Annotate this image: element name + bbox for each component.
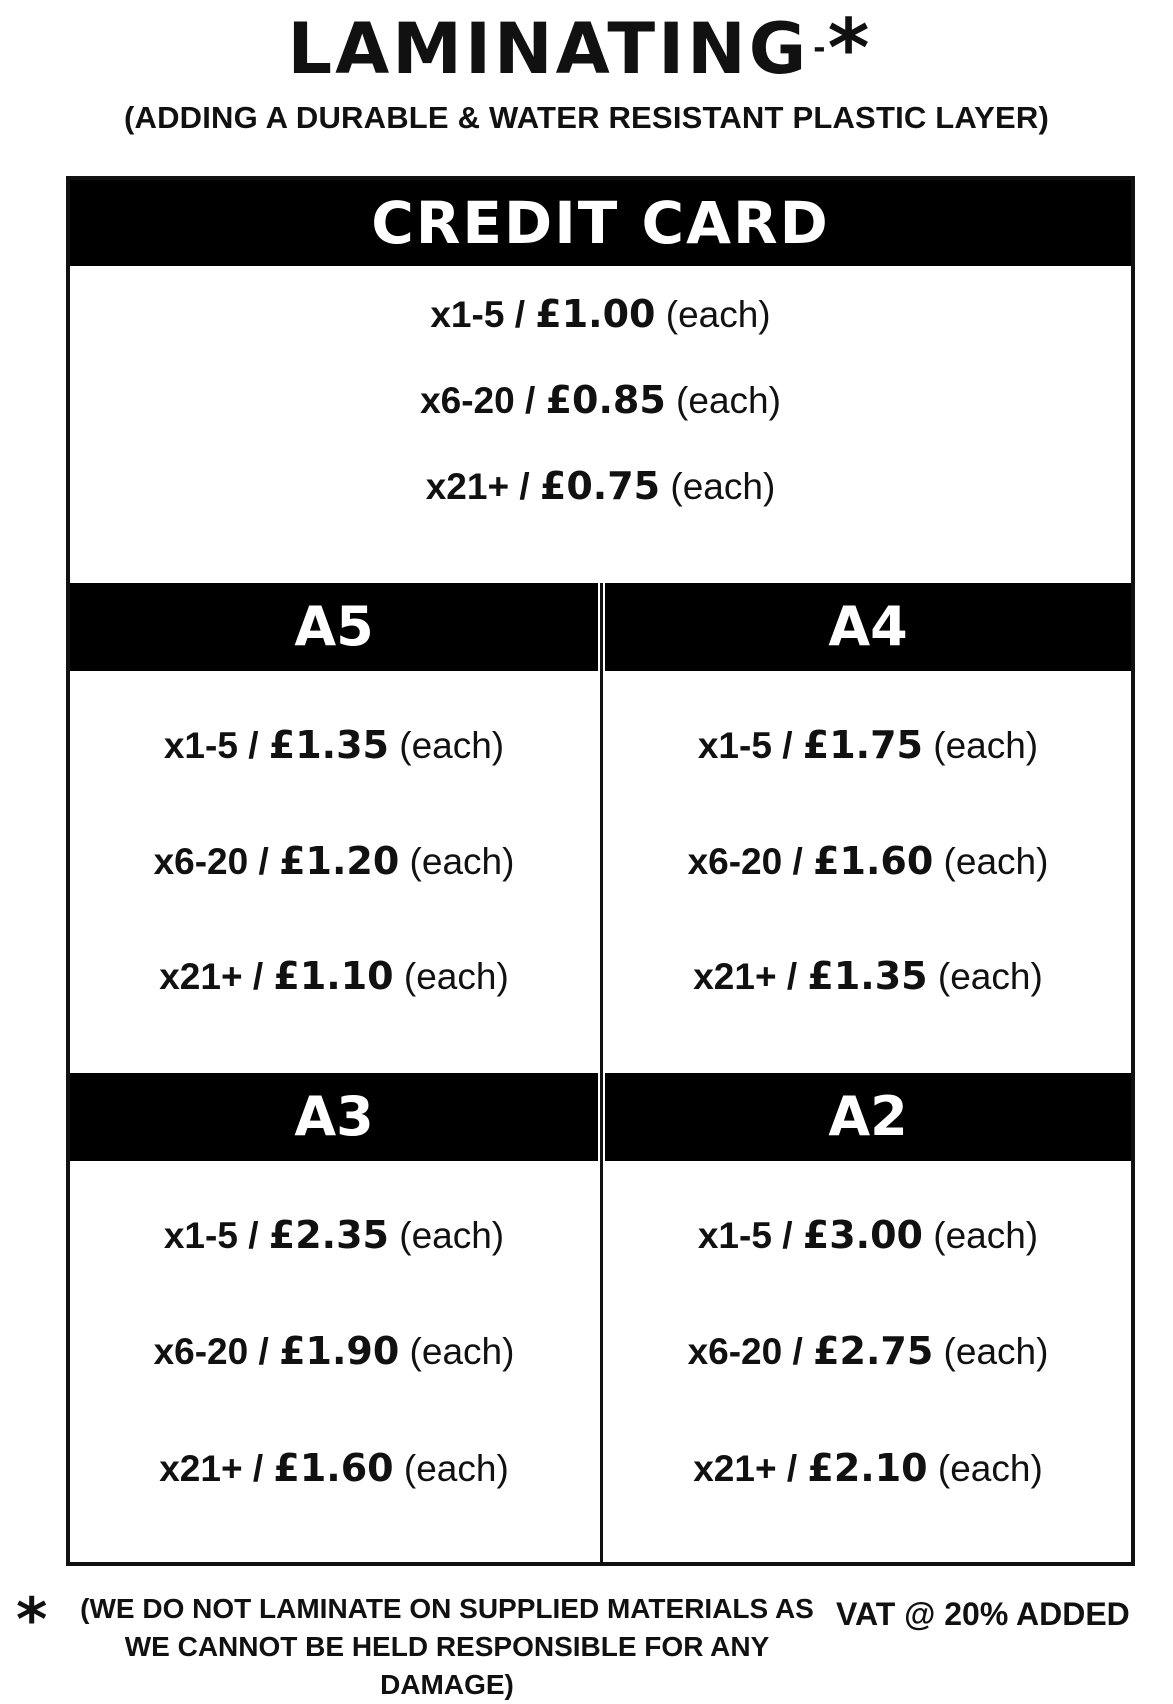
unit: (each) bbox=[922, 1215, 1039, 1256]
price-row bbox=[70, 378, 1131, 422]
price: £1.35 bbox=[807, 954, 928, 998]
price: £1.20 bbox=[279, 839, 400, 883]
price: £1.35 bbox=[268, 723, 389, 767]
header-a5: A5 bbox=[70, 583, 598, 671]
price-table bbox=[66, 176, 1135, 1566]
credit-card-prices bbox=[70, 266, 1131, 542]
asterisk-icon: * bbox=[827, 2, 870, 95]
qty: x6-20 / bbox=[687, 1331, 814, 1372]
unit: (each) bbox=[660, 466, 776, 507]
unit: (each) bbox=[388, 725, 505, 766]
price: £0.85 bbox=[545, 378, 666, 422]
page-title bbox=[287, 2, 870, 95]
unit: (each) bbox=[665, 380, 781, 421]
price-row bbox=[70, 292, 1131, 336]
a5-prices bbox=[70, 671, 598, 1071]
qty: x21+ / bbox=[159, 1448, 274, 1489]
unit: (each) bbox=[393, 1448, 509, 1489]
unit: (each) bbox=[388, 1215, 505, 1256]
asterisk-icon: * bbox=[16, 1585, 48, 1655]
qty: x1-5 / bbox=[163, 725, 269, 766]
price-row bbox=[605, 954, 1131, 998]
vat-note: VAT @ 20% ADDED bbox=[836, 1596, 1130, 1632]
unit: (each) bbox=[399, 1331, 515, 1372]
price-row bbox=[605, 839, 1131, 883]
column-divider bbox=[600, 583, 603, 1562]
price-row bbox=[605, 1446, 1131, 1490]
unit: (each) bbox=[927, 1448, 1043, 1489]
header-a2: A2 bbox=[605, 1073, 1131, 1161]
unit: (each) bbox=[927, 956, 1043, 997]
price-row bbox=[70, 954, 598, 998]
price: £1.90 bbox=[279, 1329, 400, 1373]
price: £3.00 bbox=[802, 1213, 923, 1257]
qty: x21+ / bbox=[425, 466, 540, 507]
qty: x21+ / bbox=[693, 1448, 808, 1489]
qty: x1-5 / bbox=[697, 725, 803, 766]
unit: (each) bbox=[933, 1331, 1049, 1372]
unit: (each) bbox=[393, 956, 509, 997]
price: £1.00 bbox=[535, 292, 656, 336]
qty: x6-20 / bbox=[153, 1331, 280, 1372]
price-row bbox=[605, 723, 1131, 767]
qty: x21+ / bbox=[159, 956, 274, 997]
price-row bbox=[70, 1329, 598, 1373]
qty: x1-5 / bbox=[697, 1215, 803, 1256]
price: £0.75 bbox=[539, 464, 661, 508]
price: £1.60 bbox=[813, 839, 934, 883]
price-row bbox=[70, 1213, 598, 1257]
a4-prices bbox=[605, 671, 1131, 1071]
unit: (each) bbox=[399, 841, 515, 882]
unit: (each) bbox=[922, 725, 1039, 766]
qty: x6-20 / bbox=[420, 380, 546, 421]
price: £1.10 bbox=[273, 954, 394, 998]
price-row bbox=[70, 464, 1131, 508]
price-row bbox=[70, 839, 598, 883]
price: £2.35 bbox=[268, 1213, 389, 1257]
price-row bbox=[70, 1446, 598, 1490]
page-title-text: LAMINATING bbox=[287, 8, 810, 90]
header-credit-card: CREDIT CARD bbox=[70, 180, 1131, 266]
price: £2.75 bbox=[813, 1329, 934, 1373]
qty: x1-5 / bbox=[430, 294, 536, 335]
title-area bbox=[0, 2, 1173, 95]
qty: x6-20 / bbox=[153, 841, 280, 882]
a3-prices bbox=[70, 1161, 598, 1562]
header-a4: A4 bbox=[605, 583, 1131, 671]
price-row bbox=[605, 1213, 1131, 1257]
header-a3: A3 bbox=[70, 1073, 598, 1161]
unit: (each) bbox=[933, 841, 1049, 882]
price-row bbox=[70, 723, 598, 767]
page-subtitle: (ADDING A DURABLE & WATER RESISTANT PLASTIC LAYER) bbox=[123, 100, 1050, 135]
title-dash: - bbox=[813, 31, 826, 66]
footnote: (WE DO NOT LAMINATE ON SUPPLIED MATERIALS AS WE CANNOT BE HELD RESPONSIBLE FOR ANY DAMAGE) bbox=[80, 1593, 814, 1700]
price-row bbox=[605, 1329, 1131, 1373]
a2-prices bbox=[605, 1161, 1131, 1562]
price: £1.75 bbox=[802, 723, 923, 767]
qty: x1-5 / bbox=[163, 1215, 269, 1256]
unit: (each) bbox=[655, 294, 771, 335]
price: £1.60 bbox=[273, 1446, 394, 1490]
qty: x21+ / bbox=[693, 956, 808, 997]
qty: x6-20 / bbox=[687, 841, 814, 882]
price: £2.10 bbox=[807, 1446, 928, 1490]
